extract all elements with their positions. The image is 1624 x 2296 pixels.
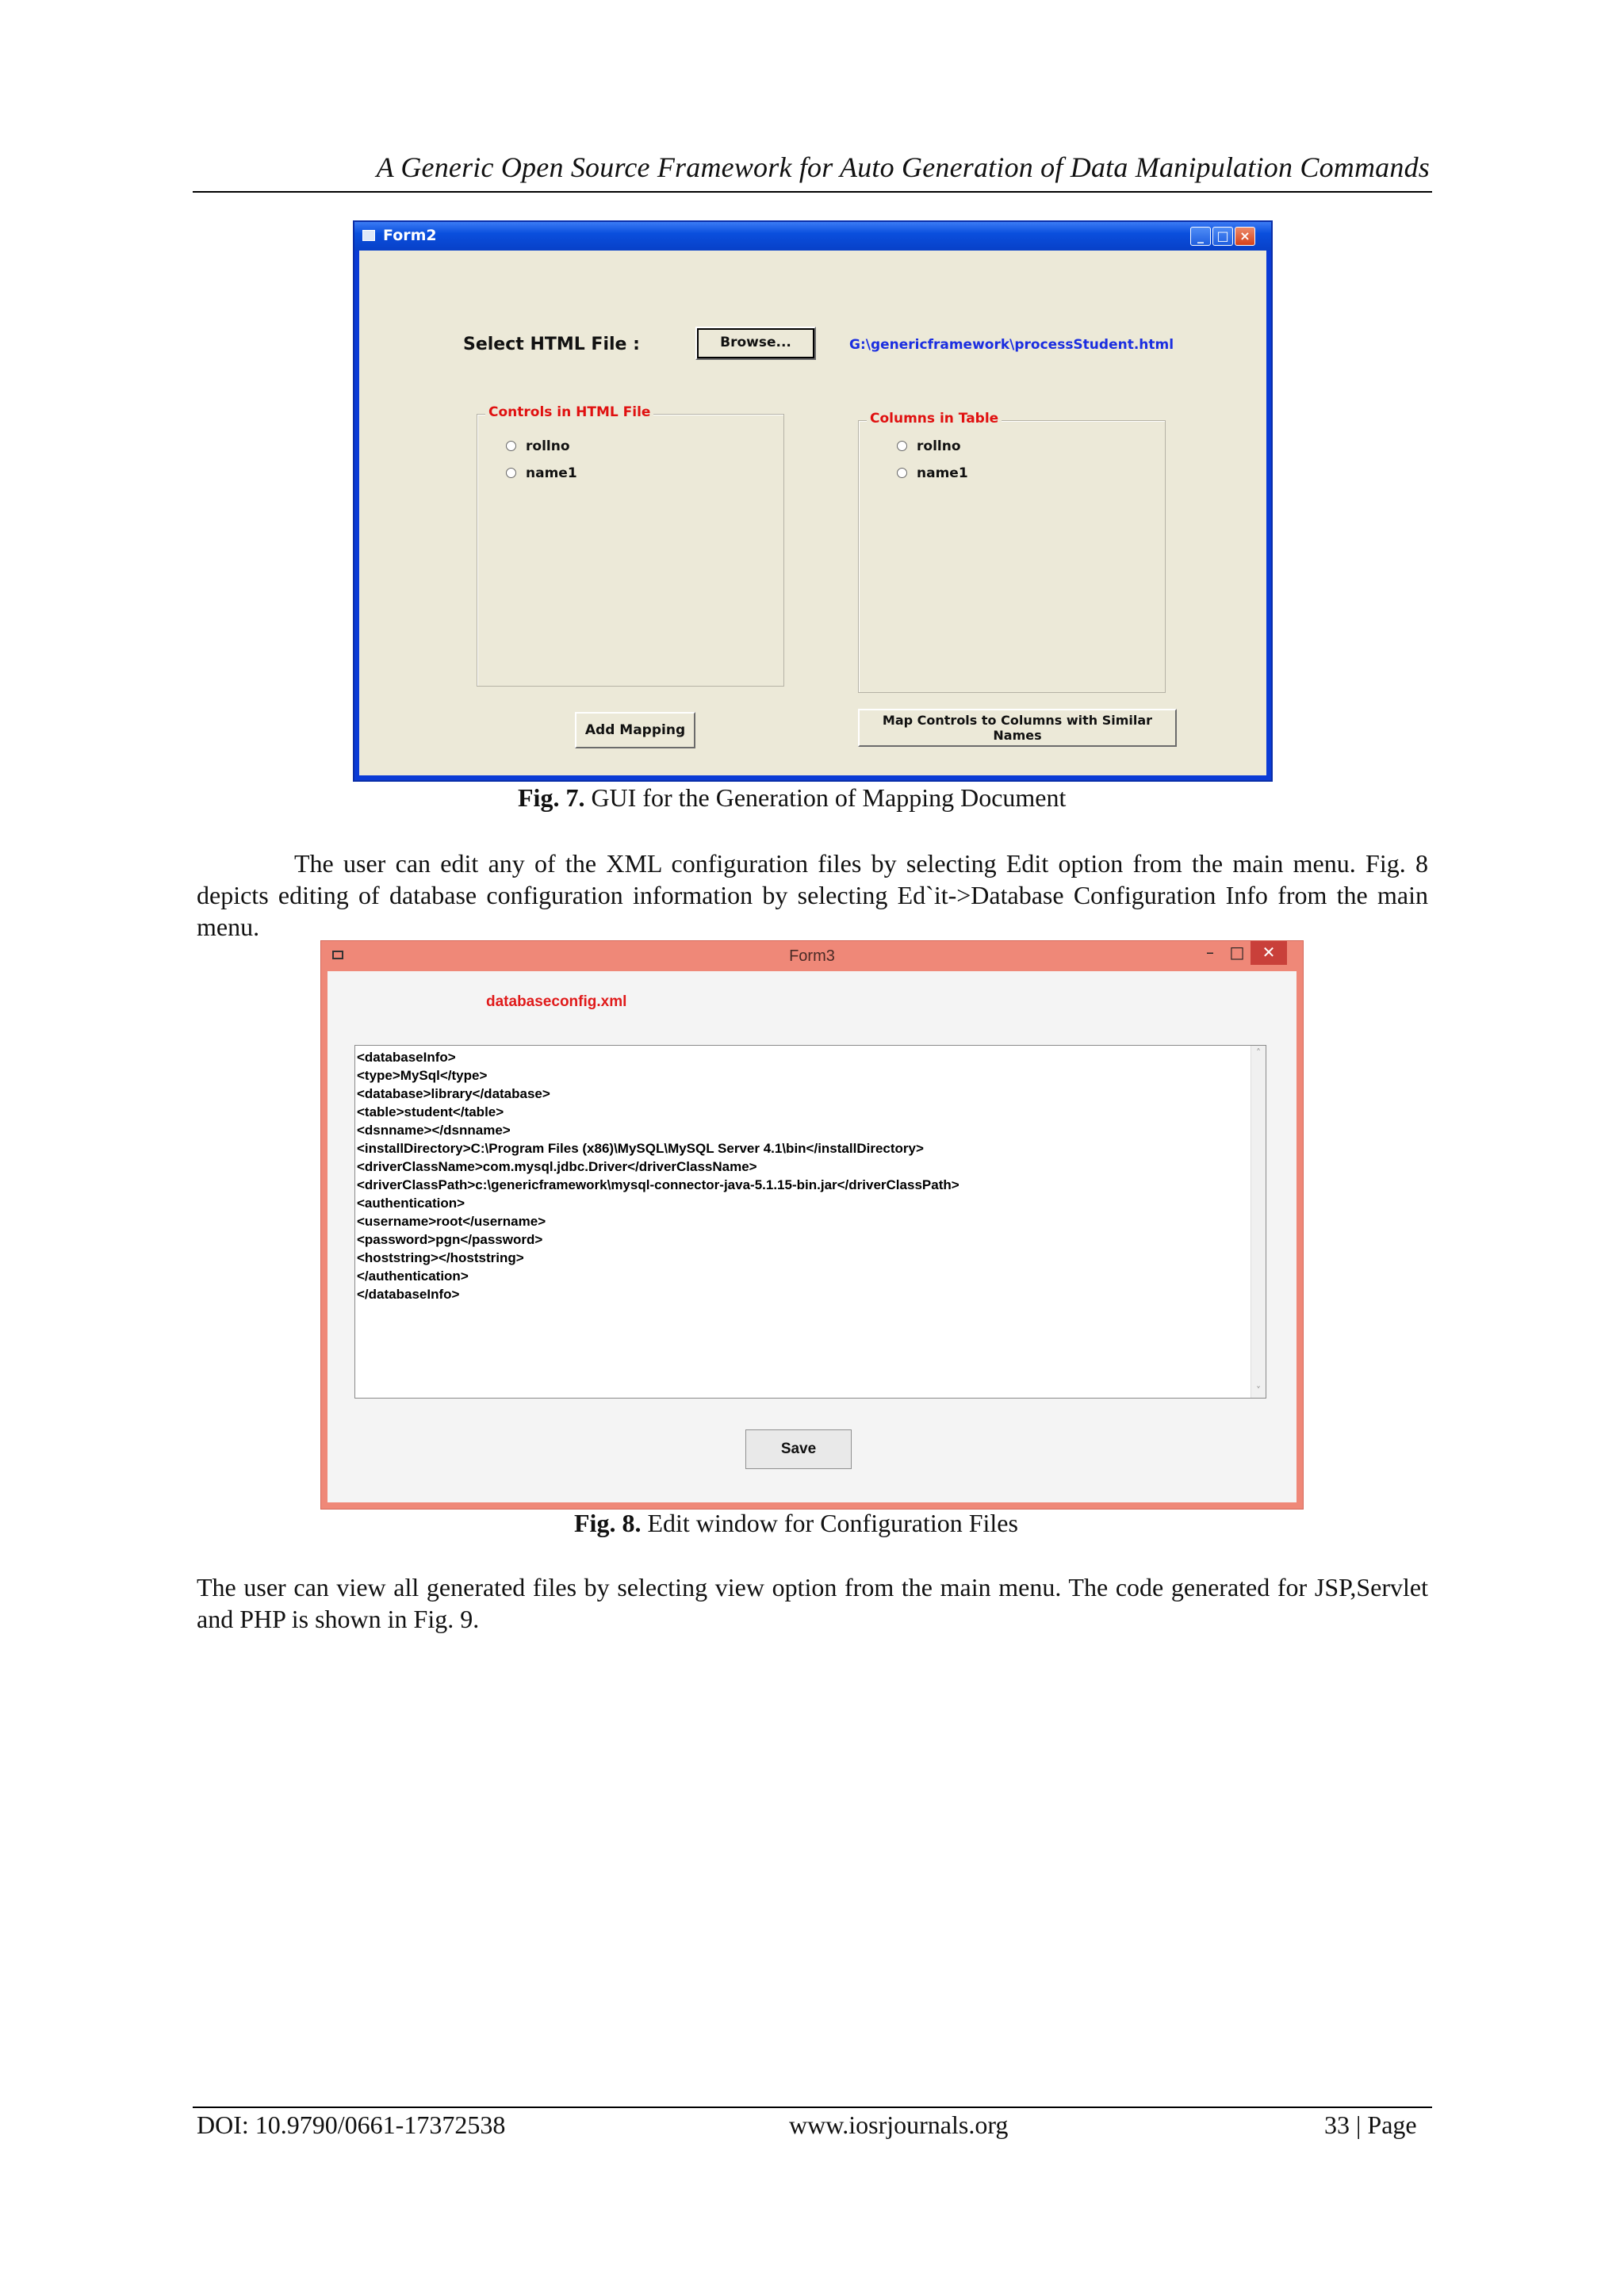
fig8-caption	[574, 1509, 1018, 1538]
form3-window	[320, 940, 1304, 1510]
editor-scrollbar[interactable]	[1251, 1046, 1266, 1398]
form3-title: Form3	[789, 947, 835, 965]
map-similar-button[interactable]	[858, 709, 1177, 747]
fig7-caption-text: GUI for the Generation of Mapping Document	[584, 783, 1067, 812]
form2-window	[353, 220, 1273, 782]
select-html-label: Select HTML File :	[463, 335, 640, 354]
controls-frame	[477, 404, 784, 687]
radio-icon	[506, 441, 516, 451]
columns-frame	[858, 411, 1166, 693]
xml-line: </authentication>	[357, 1269, 469, 1284]
control-radio-rollno[interactable]	[506, 438, 570, 454]
map-button-line2: Names	[993, 728, 1042, 743]
controls-frame-title: Controls in HTML File	[485, 404, 653, 420]
xml-line: <username>root</username>	[357, 1214, 546, 1229]
footer-doi: DOI: 10.9790/0661-17372538	[197, 2110, 506, 2139]
radio-icon	[897, 468, 907, 478]
radio-icon	[897, 441, 907, 451]
xml-line: <databaseInfo>	[357, 1050, 456, 1065]
xml-line: <type>MySql</type>	[357, 1068, 488, 1083]
close-button[interactable]: ×	[1235, 227, 1255, 246]
maximize-button[interactable]: □	[1212, 227, 1233, 246]
scroll-down-icon[interactable]: ˅	[1256, 1385, 1261, 1396]
xml-line: <table>student</table>	[357, 1104, 504, 1119]
browse-button[interactable]: Browse...	[695, 327, 816, 360]
radio-label: name1	[917, 465, 968, 481]
fig8-caption-text: Edit window for Configuration Files	[641, 1509, 1018, 1537]
file-path: G:\genericframework\processStudent.html	[849, 337, 1174, 353]
fig7-caption	[518, 783, 1066, 813]
column-radio-name1[interactable]	[897, 465, 968, 481]
app-icon	[362, 230, 375, 241]
footer-rule	[193, 2107, 1432, 2108]
xml-line: <installDirectory>C:\Program Files (x86)\MySQL\MySQL Server 4.1\bin</installDirectory>	[357, 1141, 924, 1156]
xml-line: </databaseInfo>	[357, 1287, 460, 1302]
maximize-button[interactable]: □	[1229, 943, 1245, 962]
radio-label: rollno	[917, 438, 961, 454]
xml-content	[357, 1048, 959, 1303]
columns-frame-title: Columns in Table	[867, 411, 1002, 427]
xml-line: <hoststring></hoststring>	[357, 1250, 524, 1265]
header-rule	[193, 191, 1432, 193]
radio-label: name1	[526, 465, 577, 481]
save-button[interactable]: Save	[745, 1429, 852, 1469]
form2-titlebar[interactable]	[354, 222, 1271, 251]
add-mapping-button[interactable]: Add Mapping	[575, 712, 695, 748]
xml-line: <dsnname></dsnname>	[357, 1123, 511, 1138]
fig7-caption-label: Fig. 7.	[518, 783, 585, 812]
form2-client	[359, 251, 1266, 775]
minimize-button[interactable]: _	[1190, 227, 1211, 246]
xml-line: <database>library</database>	[357, 1086, 550, 1101]
footer-page: 33 | Page	[1324, 2110, 1417, 2139]
running-header: A Generic Open Source Framework for Auto Generation of Data Manipulation Commands	[376, 151, 1430, 183]
close-button[interactable]: ✕	[1251, 941, 1287, 965]
minimize-button[interactable]: –	[1206, 943, 1214, 962]
footer-site: www.iosrjournals.org	[789, 2110, 1009, 2139]
xml-line: <driverClassPath>c:\genericframework\mysql-connector-java-5.1.15-bin.jar</driverClassPath>	[357, 1177, 959, 1192]
xml-line: <authentication>	[357, 1196, 465, 1211]
form3-client	[327, 971, 1297, 1502]
scroll-up-icon[interactable]: ˄	[1256, 1047, 1261, 1058]
map-button-line1: Map Controls to Columns with Similar	[882, 713, 1153, 728]
xml-editor[interactable]	[354, 1045, 1266, 1399]
control-radio-name1[interactable]	[506, 465, 577, 481]
xml-line: <driverClassName>com.mysql.jdbc.Driver</driverClassName>	[357, 1159, 757, 1174]
radio-label: rollno	[526, 438, 570, 454]
form2-title: Form2	[383, 227, 437, 244]
xml-line: <password>pgn</password>	[357, 1232, 543, 1247]
column-radio-rollno[interactable]	[897, 438, 961, 454]
paragraph-2: The user can view all generated files by selecting view option from the main menu. The code generated for JSP,Servlet and PHP is shown in Fig. 9.	[197, 1573, 1428, 1633]
paragraph-1: The user can edit any of the XML configuration files by selecting Edit option from the main menu. Fig. 8 depicts editing of database configuration information by selecting Ed`it->Database Configuration Info from the main menu.	[197, 849, 1428, 941]
fig8-caption-label: Fig. 8.	[574, 1509, 642, 1537]
radio-icon	[506, 468, 516, 478]
config-file-label: databaseconfig.xml	[486, 993, 627, 1010]
